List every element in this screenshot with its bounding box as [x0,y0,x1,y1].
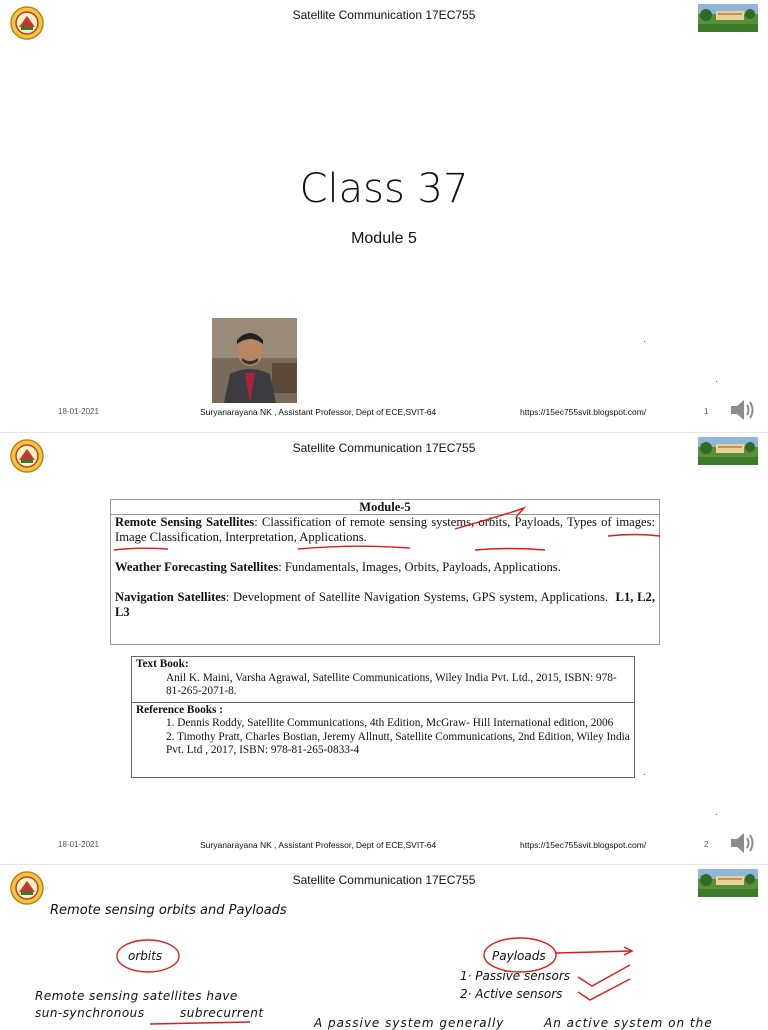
campus-photo [698,869,758,897]
page-number: 1 [704,407,709,416]
slide-3 [0,864,768,1030]
weather-topic [111,560,659,575]
reference-entry-1: 1. Dennis Roddy, Satellite Communications, 4th Edition, McGraw- Hill International edition, 2006 [166,717,614,729]
payloads-heading: Payloads [492,949,546,963]
course-title: Satellite Communication 17EC755 [292,441,476,455]
orbits-heading: orbits [128,949,163,963]
topic-text: : Fundamentals, Images, Orbits, Payloads, Applications. [278,560,561,574]
footer-date: 18-01-2021 [58,407,99,416]
speaker-icon[interactable] [728,396,756,424]
active-system-note: An active system on the [544,1016,713,1030]
text-book-label: Text Book: [136,658,189,670]
topic-title: Remote Sensing Satellites [115,515,255,529]
slide-footer [0,406,768,422]
topic-text: : Classification of remote sensing systems, orbits, Payloads, Types of images: Image Classification, Interpretation, Applications. [115,515,655,544]
books-box [131,656,635,778]
topic-title: Weather Forecasting Satellites [115,560,279,574]
speaker-icon[interactable] [728,829,756,857]
levels: L1, L2, L3 [115,590,655,619]
passive-system-note: A passive system generally [314,1016,505,1030]
text-book-entry: Anil K. Maini, Varsha Agrawal, Satellite Communications, Wiley India Pvt. Ltd., 2015, ISBN: 978-81-265-2071-8. [166,671,617,697]
campus-photo [698,4,758,32]
annotation-ink [0,433,768,865]
slide-2 [0,432,768,865]
module-heading: Module-5 [111,500,659,515]
slide-subtitle: Module 5 [351,230,417,247]
footer-url[interactable]: https://15ec755svit.blogspot.com/ [520,840,647,850]
stray-dot: · [643,769,647,780]
course-title: Satellite Communication 17EC755 [292,8,476,22]
stray-dot: · [715,376,719,387]
footer-date: 18-01-2021 [58,840,99,849]
orbits-text-line-2a: sun-synchronous [35,1006,145,1020]
page-number: 2 [704,840,709,849]
reference-label: Reference Books : [136,703,224,716]
text-book-section [132,657,634,703]
topic-title: Navigation Satellites [115,590,226,604]
passive-sensors-item: 1· Passive sensors [460,969,571,983]
footer-author: Suryanarayana NK , Assistant Professor, Dept of ECE,SVIT-64 [200,407,437,417]
handwritten-title: Remote sensing orbits and Payloads [50,903,287,918]
orbits-text-line-2b: subrecurrent [180,1006,264,1020]
slide-footer [0,839,768,855]
orbits-text-line-1: Remote sensing satellites have [35,989,238,1003]
course-title: Satellite Communication 17EC755 [292,873,476,887]
reference-section [132,703,634,759]
campus-photo [698,437,758,465]
topic-text: : Development of Satellite Navigation Systems, GPS system, Applications. [225,590,609,604]
reference-entry-2: 2. Timothy Pratt, Charles Bostian, Jeremy Allnutt, Satellite Communications, 2nd Edition, Wiley India Pvt. Ltd , 2017, ISBN: 978-81-265-0833-4 [166,730,630,756]
stray-dot: · [643,336,647,347]
slide-title: Class 37 [299,166,469,212]
navigation-topic [111,590,659,620]
slide-1 [0,0,768,432]
remote-sensing-topic [111,515,659,545]
syllabus-box [110,499,660,645]
stray-dot: · [715,809,719,820]
active-sensors-item: 2· Active sensors [460,987,563,1001]
footer-url[interactable]: https://15ec755svit.blogspot.com/ [520,407,647,417]
presenter-photo [212,318,297,403]
footer-author: Suryanarayana NK , Assistant Professor, Dept of ECE,SVIT-64 [200,840,437,850]
